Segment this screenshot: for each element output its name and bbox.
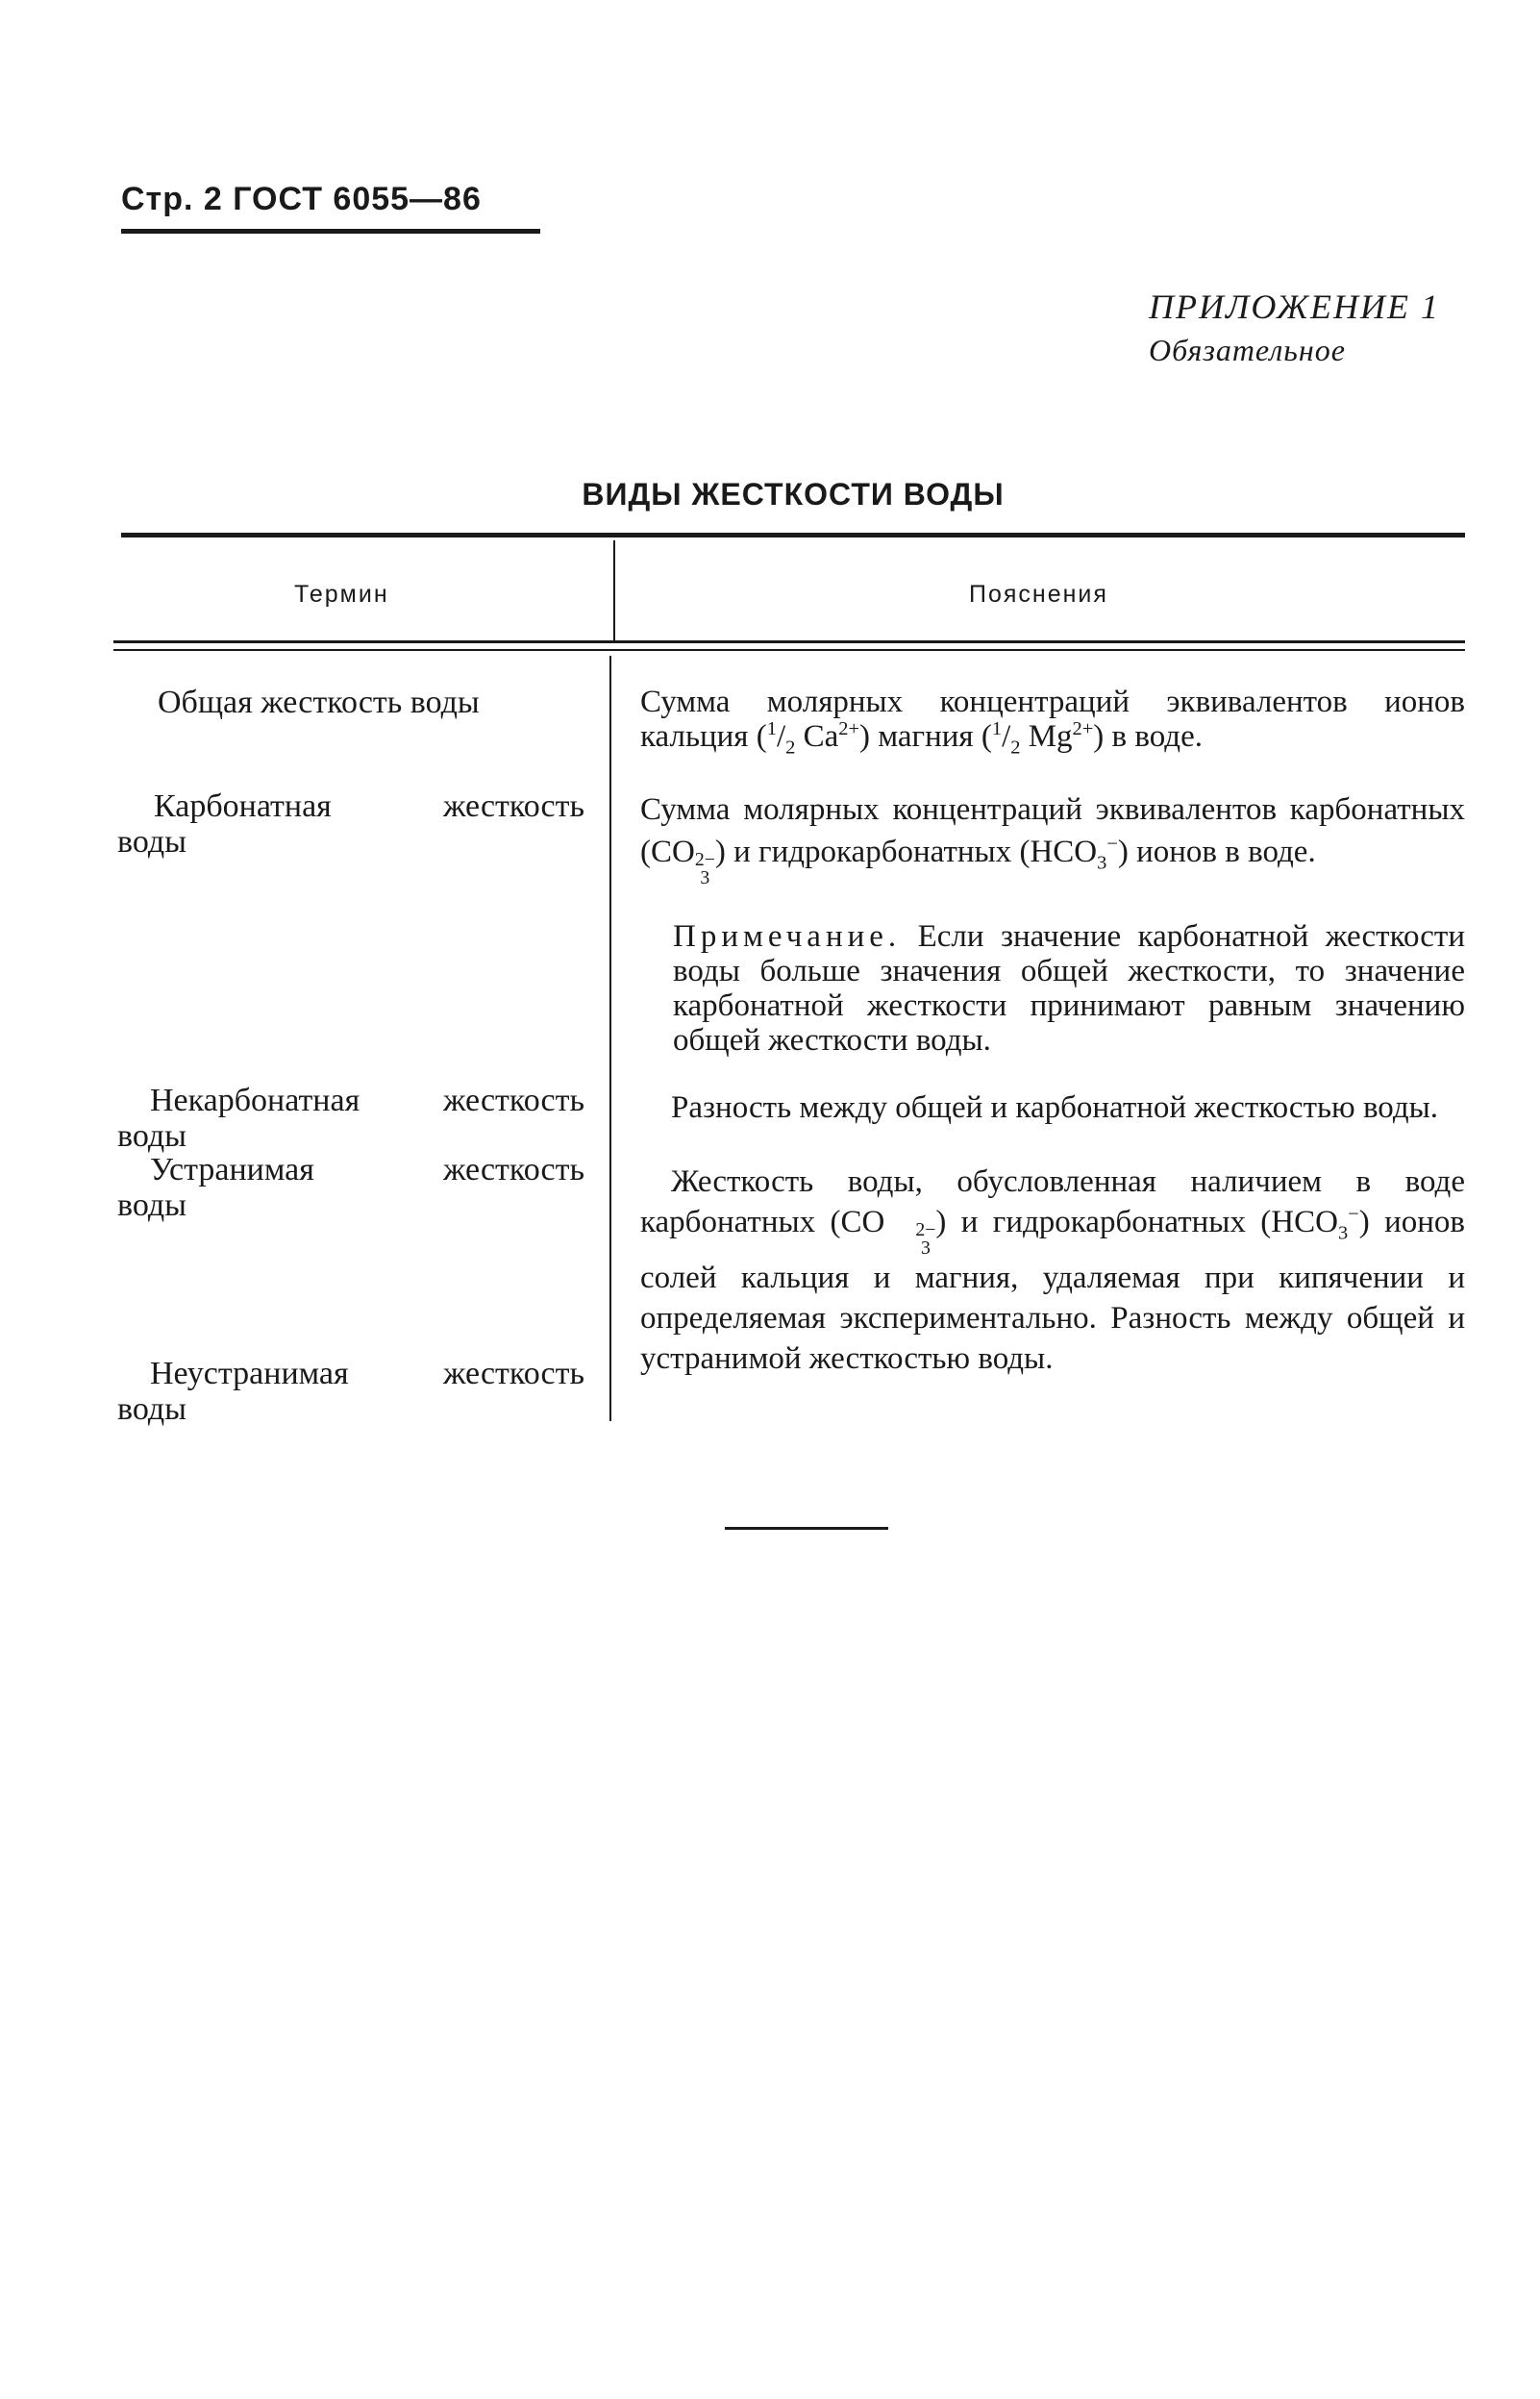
term-word: воды xyxy=(117,824,186,860)
ion-index: 3 xyxy=(1097,852,1107,874)
explanation-text: Сумма молярных концентраций эквивалентов карбонатных (CO xyxy=(640,792,1465,869)
table-row-term-4 xyxy=(117,1152,584,1223)
term-word: воды xyxy=(117,1118,186,1154)
term-word: Некарбонатная xyxy=(150,1083,360,1118)
term-word: воды xyxy=(117,1391,186,1427)
column-divider-body xyxy=(609,656,611,1421)
ion-symbol: Mg xyxy=(1020,719,1073,754)
ion-charge: 2+ xyxy=(838,718,860,739)
ion-charge: 2− xyxy=(694,848,715,870)
table-row-explanation-4 xyxy=(640,1162,1465,1379)
end-of-text-rule xyxy=(725,1527,888,1530)
column-divider-header xyxy=(613,540,615,640)
header-bottom-rule-1 xyxy=(113,640,1465,643)
table-row-explanation-1 xyxy=(640,685,1465,759)
term-word: Устранимая xyxy=(150,1152,314,1187)
column-header-explanation: Пояснения xyxy=(969,581,1108,608)
explanation-text: Сумма молярных концентраций эквивалентов ионов кальция ( xyxy=(640,685,1465,754)
term-word: Неустранимая xyxy=(150,1356,349,1391)
ion-charge-stack xyxy=(884,1218,936,1259)
note-text: Если значение карбонатной жесткости воды больше значения общей жесткости, то значение карбонатной жесткости принимают равным значению общей жесткости воды. xyxy=(673,919,1465,1058)
explanation-text: ) и гидрокарбонатных (HCO xyxy=(935,1205,1338,1239)
table-row-term-5 xyxy=(117,1356,584,1427)
page-header: Стр. 2 ГОСТ 6055—86 xyxy=(121,181,482,217)
ion-index: 3 xyxy=(920,1237,931,1259)
explanation-text: ) в воде. xyxy=(1093,719,1203,754)
term-word: жесткость xyxy=(442,788,584,824)
ion-charge: − xyxy=(1106,834,1118,855)
ion-charge: 2− xyxy=(915,1218,936,1240)
appendix-status: Обязательное xyxy=(1149,333,1346,367)
appendix-title: ПРИЛОЖЕНИЕ 1 xyxy=(1149,287,1440,326)
ion-index: 3 xyxy=(1337,1222,1349,1244)
term-word: воды xyxy=(117,1187,186,1223)
term-word: жесткость xyxy=(442,1356,584,1391)
explanation-text: ) и гидрокарбонатных (HCO xyxy=(714,835,1098,869)
explanation-text: ) ионов солей кальция и магния, удаляемая при кипячении и определяемая экспериментально. Разность между общей и устранимой жесткостью воды. xyxy=(640,1205,1465,1376)
table-row-explanation-2 xyxy=(640,788,1465,887)
table-row-note-2 xyxy=(673,919,1465,1058)
fraction-numerator: 1 xyxy=(991,718,1003,739)
ion-charge: − xyxy=(1348,1204,1359,1225)
fraction-slash: / xyxy=(1002,719,1011,754)
ion-symbol: Ca xyxy=(795,719,839,754)
table-top-rule xyxy=(121,533,1465,537)
fraction-numerator: 1 xyxy=(766,718,777,739)
table-row-term-1: Общая жесткость воды xyxy=(158,685,480,720)
fraction-denominator: 2 xyxy=(1010,737,1021,759)
header-rule xyxy=(121,229,540,234)
table-row-term-3 xyxy=(117,1083,584,1154)
table-row-explanation-3: Разность между общей и карбонатной жесткостью воды. xyxy=(671,1090,1439,1125)
appendix-label xyxy=(1149,287,1440,368)
header-bottom-rule-2 xyxy=(113,649,1465,651)
column-header-term: Термин xyxy=(294,581,389,608)
fraction-denominator: 2 xyxy=(785,737,796,759)
ion-charge-stack xyxy=(694,848,715,888)
explanation-text: ) магния ( xyxy=(859,719,992,754)
explanation-text: ) ионов в воде. xyxy=(1117,835,1316,869)
ion-charge: 2+ xyxy=(1072,718,1094,739)
term-word: жесткость xyxy=(442,1152,584,1187)
note-label: Примечание. xyxy=(673,919,902,954)
term-word: жесткость xyxy=(442,1083,584,1118)
table-row-term-2 xyxy=(117,788,584,860)
document-title: ВИДЫ ЖЕСТКОСТИ ВОДЫ xyxy=(582,477,1005,512)
fraction-slash: / xyxy=(776,719,786,754)
ion-index: 3 xyxy=(700,866,710,888)
term-word: Карбонатная xyxy=(154,788,332,824)
explanation-text: Жесткость воды, обусловленная наличием в воде карбонатных (CO xyxy=(640,1164,1465,1239)
